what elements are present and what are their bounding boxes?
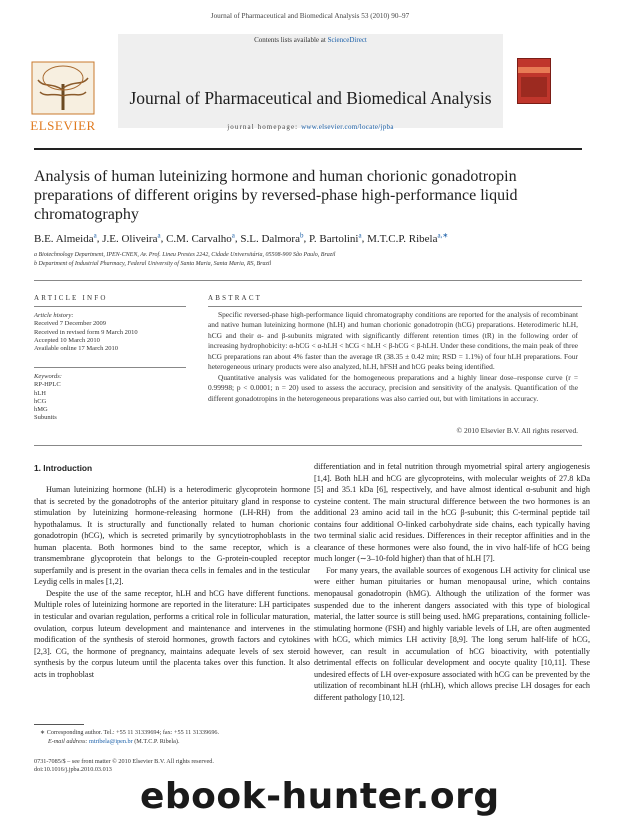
author-list: B.E. Almeida$^a$, J.E. Oliveira$^a$, C.M. Carvalho$^a$, S.L. Dalmora$^b$, P. Bartolini$^a$, M.T.C.P. Ribela$^{a,∗}$: [34, 231, 449, 245]
keyword: hLH: [34, 389, 46, 397]
history-revised: Received in revised form 9 March 2010: [34, 328, 138, 336]
keyword: hCG: [34, 397, 47, 405]
body-paragraph: Despite the use of the same receptor, hLH and hCG have different functions. Multiple roles of luteinizing hormone are reported in the literature: LH participates in testicular and ovarian regulation, performs a critical role in follicular maturation, ovulation, corpus luteum development and maintenance and intervenes in the modification of the synthesis of steroid hormones, growth factors and cytokines [2,3]. CG, the hormone of pregnancy, maintains adequate levels of sex steroid synthesis by the corpus luteum until the placenta takes over this function. It also acts in trophoblast: [34, 588, 310, 679]
author[interactable]: P. Bartolini$^a$: [308, 231, 362, 245]
doi-link[interactable]: doi:10.1016/j.jpba.2010.03.013: [34, 766, 112, 773]
author[interactable]: J.E. Oliveira$^a$: [102, 231, 161, 245]
history-accepted: Accepted 10 March 2010: [34, 336, 100, 344]
section-heading-introduction: 1. Introduction: [34, 463, 93, 473]
keyword: Subunits: [34, 414, 57, 422]
footnote-rule: [34, 724, 84, 725]
journal-cover: [517, 58, 551, 104]
corresponding-author-note: ∗ Corresponding author. Tel.: +55 11 31339694; fax: +55 11 31339696.: [40, 729, 220, 736]
author[interactable]: C.M. Carvalho$^a$: [166, 231, 235, 245]
abstract-copyright: © 2010 Elsevier B.V. All rights reserved.: [456, 426, 578, 435]
homepage-link[interactable]: www.elsevier.com/locate/jpba: [301, 123, 394, 131]
email-label: E-mail address:: [48, 738, 90, 745]
article-history: [34, 312, 184, 353]
keywords-label: Keywords:: [34, 373, 62, 380]
body-column-right: [314, 461, 590, 703]
history-received: Received 7 December 2009: [34, 320, 107, 328]
journal-homepage: [118, 123, 503, 131]
email-link[interactable]: mtribela@ipen.br: [89, 738, 133, 745]
history-label: Article history:: [34, 312, 74, 319]
article-title: Analysis of human luteinizing hormone and human chorionic gonadotropin preparations of different origins by reversed-phase high-performance liquid chromatography: [34, 168, 518, 223]
elsevier-logo: [26, 60, 100, 134]
journal-banner: [118, 34, 503, 128]
article-info-heading: ARTICLE INFO: [34, 294, 108, 302]
running-title: Journal of Pharmaceutical and Biomedical Analysis 53 (2010) 90–97: [210, 12, 410, 20]
affiliation-b: b Department of Industrial Pharmacy, Federal University of Santa Maria, Santa Maria, RS, Brazil: [34, 261, 272, 267]
abstract-paragraph: Specific reversed-phase high-performance liquid chromatography conditions are reported for the analysis of recombinant and native human luteinizing hormone (hLH) and human chorionic gonadotropin (hCG) preparations. Heterodimeric hLH, hCG and their α- and β-subunits migrated with significantly different retention times (tR) in the following order of increasing hydrophobicity: α-hCG < α-hLH < hCG < hLH < β-hCG < β-hLH. Under these conditions, the main peak of three hCG preparations ran about 4% faster than the average tR (38.35 ± 0.42 min; RSD = 1.1%) of four hLH preparations. Four heterogeneous urinary products were also analyzed, hLH, hFSH and hCG peaks being identified.: [208, 310, 578, 372]
sciencedirect-link[interactable]: ScienceDirect: [327, 36, 367, 44]
author[interactable]: B.E. Almeida$^a$: [34, 231, 97, 245]
abstract-body: [208, 310, 578, 404]
header-rule: [34, 148, 582, 150]
keywords-rule: [34, 367, 186, 368]
author[interactable]: M.T.C.P. Ribela$^{a,∗}$: [367, 231, 449, 245]
body-paragraph: differentiation and in fetal nutrition through myometrial spiral artery angiogenesis [1,4]. Both hLH and hCG are glycoproteins, with molecular weights of 27.8 kDa [5] and 35.1 kDa [6], respectively, and have almost identical α-subunit and high cysteine content. The main structural difference between the two hormones is an additional 23 amino acid tail in the hCG β-subunit; this C-terminal peptide tail contains four additional O-linked carbohydrate side chains, each typically having two terminal sialic acid residues. Differences in their receptor affinities and in the clearance of these hormones were also found, the in vivo half-life of hCG being much longer (∼3–10-fold higher) than that of hLH [7].: [314, 462, 590, 564]
homepage-prefix: journal homepage:: [227, 123, 302, 131]
abstract-paragraph: Quantitative analysis was validated for the homogeneous preparations and a highly linear dose–response curve (r = 0.99998; p < 0.0001; n = 20) used to assess the accuracy, precision and sensitivity of the analysis. Quantification of the different gonadotropins in the heterogeneous preparations was also carried out, but with limitations in accuracy.: [208, 372, 578, 403]
journal-name: Journal of Pharmaceutical and Biomedical Analysis: [129, 88, 492, 108]
abstract-bottom-rule: [34, 445, 582, 446]
contents-line: [118, 36, 503, 44]
body-paragraph: Human luteinizing hormone (hLH) is a heterodimeric glycoprotein hormone that is secreted by the gonadotrophs of the anterior pituitary gland in response to stimulation by luteinizing hormone-releasing hormone (LH-RH) from the hypothalamus. It is structurally and functionally related to human chorionic gonadotropin (hCG), which is secreted primarily by syncytiotrophoblasts in the human placenta. Both hormones bind to the same receptor, which is a transmembrane glycoprotein that belongs to the G-protein-coupled receptor superfamily and is present in the ovarian theca cells in females and in the testicular Leydig cells in males [1,2].: [34, 485, 310, 587]
email-suffix: (M.T.C.P. Ribela).: [132, 738, 180, 745]
keywords: [34, 373, 184, 423]
email-note: [34, 738, 180, 746]
contents-prefix: Contents lists available at: [254, 36, 328, 44]
body-column-left: [34, 484, 310, 680]
watermark-text: ebook-hunter.org: [140, 776, 500, 817]
affiliation-a: a Biotechnology Department, IPEN-CNEN, Av. Prof. Lineu Prestes 2242, Cidade Universitária, 05508-900 São Paulo, Brazil: [34, 252, 336, 258]
cover-art: [521, 77, 547, 97]
history-online: Available online 17 March 2010: [34, 345, 118, 353]
body-paragraph: For many years, the available sources of exogenous LH activity for clinical use were either human pituitaries or human menopausal urine, which contains menopausal gonadotropin (hMG). Although the utilization of the former was suspended due to the inherent dangers associated with this type of biological material, the latter source is still being used. hMG preparations, containing follicle-stimulating hormone (FSH) and highly variable levels of LH, are often augmented with hCG, which mimics LH activity [8,9]. The long serum half-life of hCG, however, can result in accumulation of hCG bioactivity, with potentially detrimental effects on follicular development and oocyte quality [10,11]. These undesired effects of LH over-exposure associated with hCG can be prevented by the utilization of recombinant hLH (rhLH), which allows precise LH dosages for each different pathology [10,12].: [314, 565, 590, 702]
abstract-rule: [208, 306, 582, 307]
author[interactable]: S.L. Dalmora$^b$: [240, 231, 304, 245]
abstract-heading: ABSTRACT: [208, 294, 263, 302]
affiliation-rule: [34, 280, 582, 281]
issn-line: 0731-7085/$ – see front matter © 2010 Elsevier B.V. All rights reserved.: [34, 758, 214, 765]
cover-band: [518, 67, 550, 73]
keyword: RP-HPLC: [34, 381, 61, 389]
svg-text:ELSEVIER: ELSEVIER: [30, 118, 96, 133]
keyword: hMG: [34, 406, 48, 414]
info-rule: [34, 306, 186, 307]
